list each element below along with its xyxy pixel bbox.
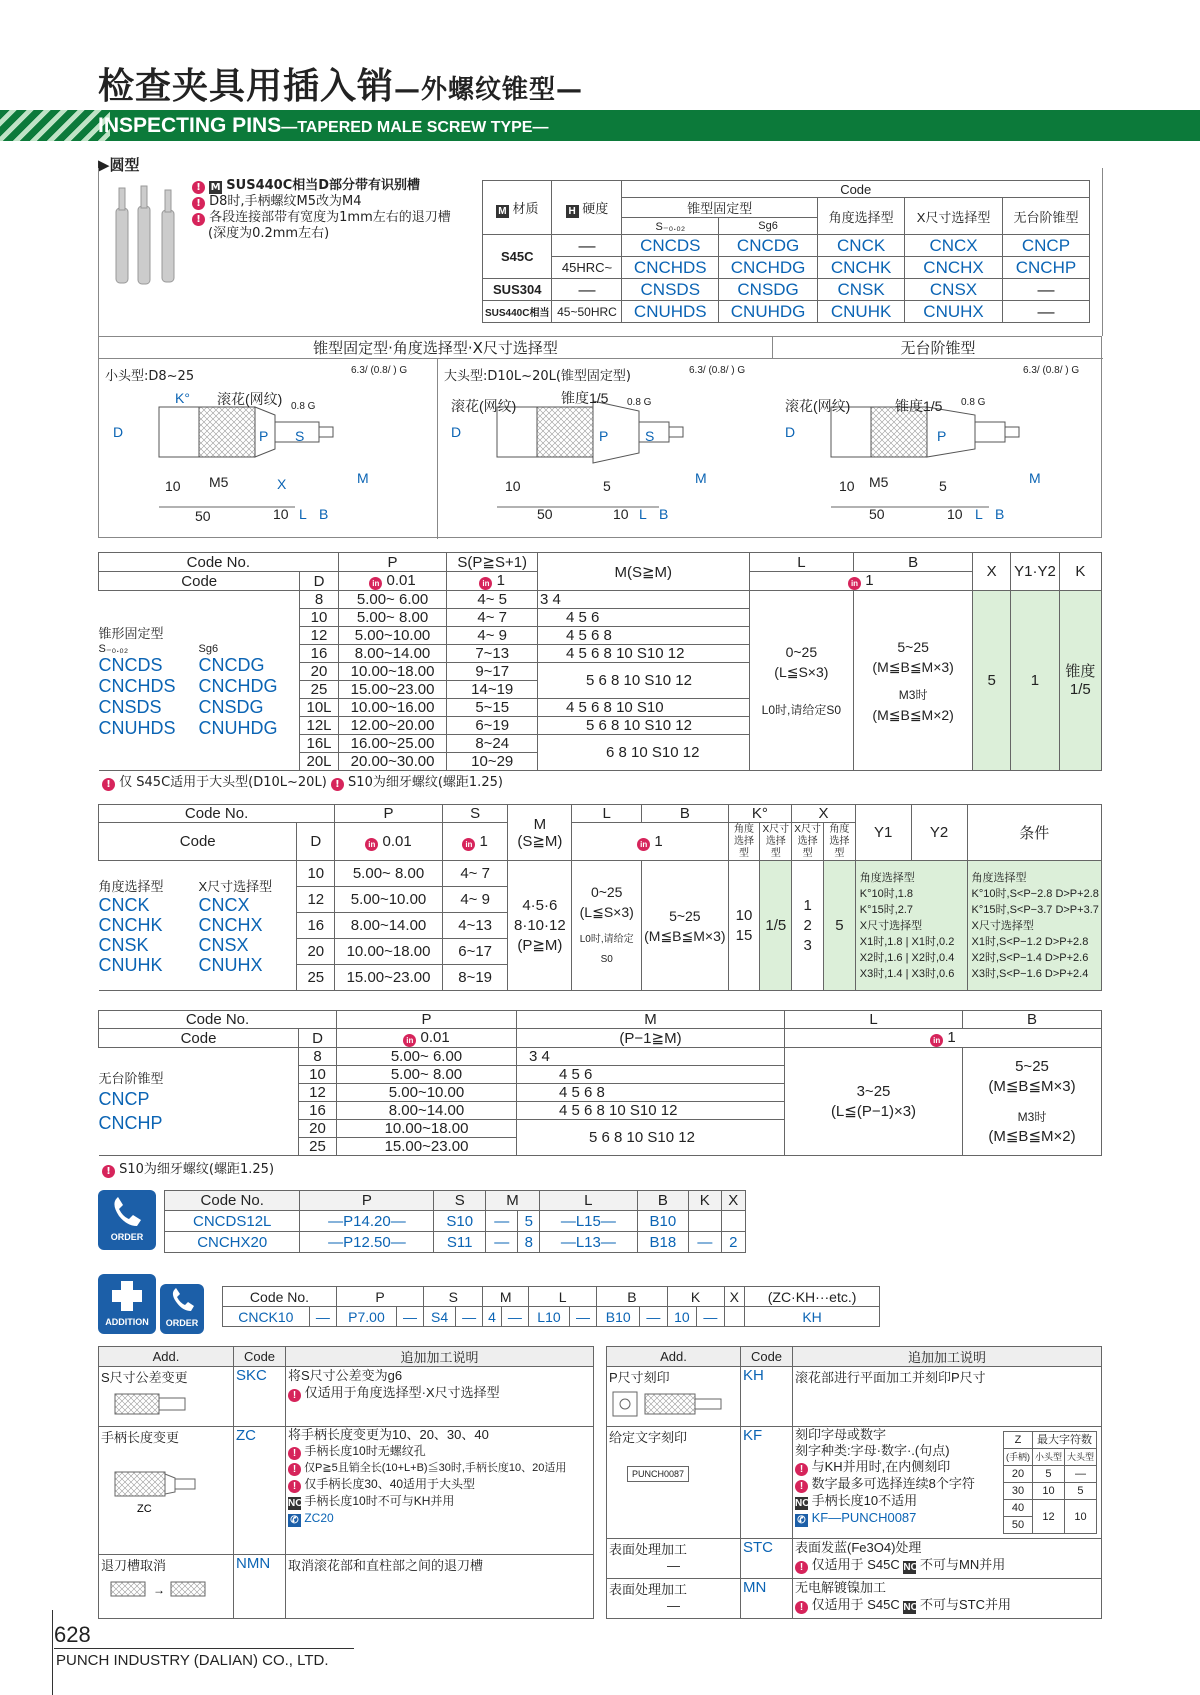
svg-text:50: 50 — [869, 506, 885, 522]
spec-table-1: Code No. P S(P≧S+1) M(S≧M) L B X Y1·Y2 K Code D in 0.01 in 1 in 1 锥形固定型 S₋₀.₀₂ Sg6 CNCDS CNCDG CNCHDS CNCHDG CNSDS CNSDG CNUHDS CNUHDG 8 5.00~ 6.00 4~ 5 3 4 0~25 (L≦S×3) L0时,请给定S0 5~25 (M≦B≦M×3) M3时 (M≦B≦M×2) 5 1 锥度 1/5 10 5.00~ 8.00 4~ 7 4 5 6 12 5.00~10.00 4~ 9 4 5 6 8 16 8.00~14.00 7~13 4 5 6 8 10 S10 12 20 10.00~18.00 9~17 5 6 8 10 S10 12 25 15.00~23.00 14~19 10L 10.00~16.00 5~15 4 5 6 8 10 S10 12L 12.00~20.00 6~19 5 6 8 10 S10 12 16L 16.00~25.00 8~24 6 8 10 S10 12 20L 20.00~30.00 10~29 — [98, 552, 1102, 771]
footer-rule — [54, 1648, 354, 1649]
svg-text:B: B — [659, 506, 669, 522]
diagram-header-right: 无台阶锥型 — [773, 337, 1103, 359]
svg-text:P: P — [937, 428, 947, 444]
svg-text:X: X — [277, 476, 287, 492]
pin-drawings — [99, 359, 1103, 539]
svg-text:5: 5 — [939, 478, 947, 494]
add-table-left: Add. Code 追加加工说明 S尺寸公差变更 SKC 将S尺寸公差变为g6 ! 仅适用于角度选择型·X尺寸选择型 手柄长度变更 ZC ZC 将手柄长度变更为10、20、30、40 ! 手柄长度10时无螺纹孔 ! 仅P≧5且销全长(10+L+B)≦30时,手柄长度10、20适用 ! 仅手柄长度30、40适用于大头型 NO 手柄长度10时不可与KH并用 ✆ ZC20 退刀槽取消 → NMN 取消滚花部和直柱部之间的退刀槽 — [98, 1346, 594, 1619]
kf-char-table: Z 最大字符数 (手柄) 小头型 大头型 20 5 — 30 10 5 40 12 10 50 — [1003, 1431, 1097, 1534]
diagram-panel — [98, 336, 1102, 538]
addition-order-icon: ORDER — [160, 1284, 204, 1334]
svg-text:D: D — [113, 424, 124, 440]
svg-text:L: L — [299, 506, 307, 522]
svg-text:0.8 G: 0.8 G — [291, 401, 316, 412]
order-example: Code No. P S M L B K X CNCDS12L —P14.20— S10 — 5 —L15— B10 CNCHX20 —P12.50— S11 — 8 —L13— B18 — 2 — [164, 1190, 746, 1253]
kh-drawing — [609, 1386, 735, 1422]
diagram-header-left: 锥型固定型·角度选择型·X尺寸选择型 — [99, 337, 773, 359]
svg-text:6.3/ (0.8/ ) G: 6.3/ (0.8/ ) G — [689, 365, 746, 376]
svg-text:ZC: ZC — [137, 1503, 152, 1515]
svg-text:0.8 G: 0.8 G — [961, 397, 986, 408]
svg-text:10: 10 — [613, 506, 629, 522]
svg-text:10: 10 — [505, 478, 521, 494]
material-table: M 材质 H 硬度 Code 锥型固定型 角度选择型 X尺寸选择型 无台阶锥型 S₋₀.₀₂ Sg6 S45C — CNCDS CNCDG CNCK CNCX CNCP 45HRC~ CNCHDS CNCHDG CNCHK CNCHX CNCHP SUS304 — CNSDS CNSDG CNSK CNSX — SUS440C相当 45~50HRC CNUHDS CNUHDG CNUHK CNUHX — — [482, 180, 1090, 323]
svg-text:M5: M5 — [869, 474, 889, 490]
svg-text:M: M — [357, 470, 369, 486]
svg-text:M5: M5 — [209, 474, 229, 490]
svg-text:10: 10 — [947, 506, 963, 522]
svg-text:P: P — [599, 428, 609, 444]
spec-table-2: Code No. P S M (S≧M) L B K° X Y1 Y2 条件 Code D in 0.01 in 1 in 1 角度选择型 X尺寸选择型 X尺寸选择型 角度选择型 角度选择型 X尺寸选择型 CNCK CNCX CNCHK CNCHX CNSK CNSX CNUHK CNUHX 10 5.00~ 8.00 4~ 7 4·5·6 8·10·12 (P≧M) 0~25 (L≦S×3) L0时,请给定S0 5~25 (M≦B≦M×3) 10 15 1/5 1 2 3 5 角度选择型 K°10时,1.8 K°15时,2.7 X尺寸选择型 X1时,1.8 | X1时,0.2 X2时,1.6 | X2时,0.4 X3时,1.4 | X3时,0.6 角度选择型 K°10时,S<P−2.8 D>P+2.8 K°15时,S<P−3.7 D>P+3.7 X尺寸选择型 X1时,S<P−1.2 D>P+2.8 X2时,S<P−1.4 D>P+2.6 X3时,S<P−1.6 D>P+2.4 12 5.00~10.00 4~ 9 16 8.00~14.00 4~13 20 10.00~18.00 6~17 25 15.00~23.00 8~19 — [98, 804, 1102, 991]
svg-text:5: 5 — [603, 478, 611, 494]
svg-text:10: 10 — [165, 478, 181, 494]
page-number: 628 — [54, 1622, 91, 1647]
knurl-label-1: 滚花(网纹) — [217, 391, 283, 407]
footer-line — [52, 1610, 53, 1695]
svg-text:S: S — [645, 428, 655, 444]
diagram2-title: 大头型:D10L~20L(锥型固定型) — [444, 369, 631, 384]
spec-table-3: Code No. P M L B Code D in 0.01 (P−1≧M) in 1 无台阶锥型 CNCP CNCHP 8 5.00~ 6.00 3 4 3~25 (L≦(P−1)×3) 5~25 (M≦B≦M×3) M3时 (M≦B≦M×2) 10 5.00~ 8.00 4 5 6 12 5.00~10.00 4 5 6 8 16 8.00~14.00 4 5 6 8 10 S10 12 20 10.00~18.00 5 6 8 10 S10 12 25 15.00~23.00 — [98, 1010, 1102, 1156]
table1-note: ! 仅 S45C适用于大头型(D10L~20L) ! S10为细牙螺纹(螺距1.25) — [102, 771, 503, 791]
svg-text:50: 50 — [195, 508, 211, 524]
svg-text:K°: K° — [175, 390, 190, 406]
title-bar-stripes — [0, 110, 110, 141]
svg-text:6.3/ (0.8/ ) G: 6.3/ (0.8/ ) G — [1023, 365, 1080, 376]
svg-text:D: D — [451, 424, 462, 440]
svg-text:M: M — [1029, 470, 1041, 486]
zc-drawing — [101, 1446, 211, 1516]
svg-text:10: 10 — [273, 506, 289, 522]
svg-text:B: B — [319, 506, 329, 522]
english-title: INSPECTING PINS—TAPERED MALE SCREW TYPE— — [98, 114, 549, 137]
skc-drawing — [101, 1386, 201, 1422]
company-name: PUNCH INDUSTRY (DALIAN) CO., LTD. — [56, 1652, 329, 1669]
svg-text:10: 10 — [839, 478, 855, 494]
svg-text:6.3/ (0.8/ ) G: 6.3/ (0.8/ ) G — [351, 365, 408, 376]
nmn-drawing — [101, 1574, 231, 1604]
svg-text:锥度1/5: 锥度1/5 — [561, 390, 609, 406]
shape-label: ▶圆型 — [98, 156, 140, 174]
svg-text:L: L — [639, 506, 647, 522]
addition-example: Code No. P S M L B K X (ZC·KH···etc.) CNCK10 — P7.00 — S4 — 4 — L10 — B10 — 10 — KH — [222, 1286, 880, 1327]
table3-note: ! S10为细牙螺纹(螺距1.25) — [102, 1158, 274, 1178]
svg-text:锥度1/5: 锥度1/5 — [895, 398, 943, 414]
svg-text:50: 50 — [537, 506, 553, 522]
add-table-right: Add. Code 追加加工说明 P尺寸刻印 KH 滚花部进行平面加工并刻印P尺寸 给定文字刻印 PUNCH0087 KF 刻印字母或数字 刻字种类:字母·数字·.(句点) ! 与KH并用时,在内侧刻印 ! 数字最多可选择连续8个字符 NO 手柄长度10不适用 ✆ KF—PUNCH0087 Z 最大字符数 (手柄) 小头型 大头型 20 5 — 30 10 5 40 12 10 50 表面处理加工 — STC 表面发蓝(Fe3O4)处理 ! 仅适用于 S45C NO 不可与MN并用 表面处理加工 — MN 无电解镀镍加工 ! 仅适用于 S45C NO 不可与STC并用 — [606, 1346, 1102, 1619]
order-icon: ORDER — [98, 1190, 156, 1250]
intro-frame-left — [98, 168, 100, 336]
svg-text:L: L — [975, 506, 983, 522]
svg-text:S: S — [295, 428, 305, 444]
svg-text:B: B — [995, 506, 1005, 522]
diagram1-title: 小头型:D8~25 — [105, 369, 195, 384]
knurl-label-2: 滚花(网纹) — [451, 398, 517, 414]
svg-text:M: M — [695, 470, 707, 486]
svg-text:P: P — [259, 428, 269, 444]
knurl-label-3: 滚花(网纹) — [785, 398, 851, 414]
svg-text:0.8 G: 0.8 G — [627, 397, 652, 408]
page-title: 检查夹具用插入销—外螺纹锥型— — [98, 66, 584, 107]
svg-text:→: → — [153, 1583, 165, 1597]
svg-text:D: D — [785, 424, 796, 440]
intro-notes: ! M SUS440C相当D部分带有识别槽 ! D8时,手柄螺纹M5改为M4 ! 各段连接部带有宽度为1mm左右的退刀槽 (深度为0.2mm左右) — [192, 178, 451, 242]
addition-icon: ADDITION — [98, 1274, 156, 1334]
intro-frame-right — [1102, 168, 1104, 336]
pins-photo — [108, 178, 186, 290]
kf-stamp-drawing: PUNCH0087 — [627, 1466, 689, 1482]
